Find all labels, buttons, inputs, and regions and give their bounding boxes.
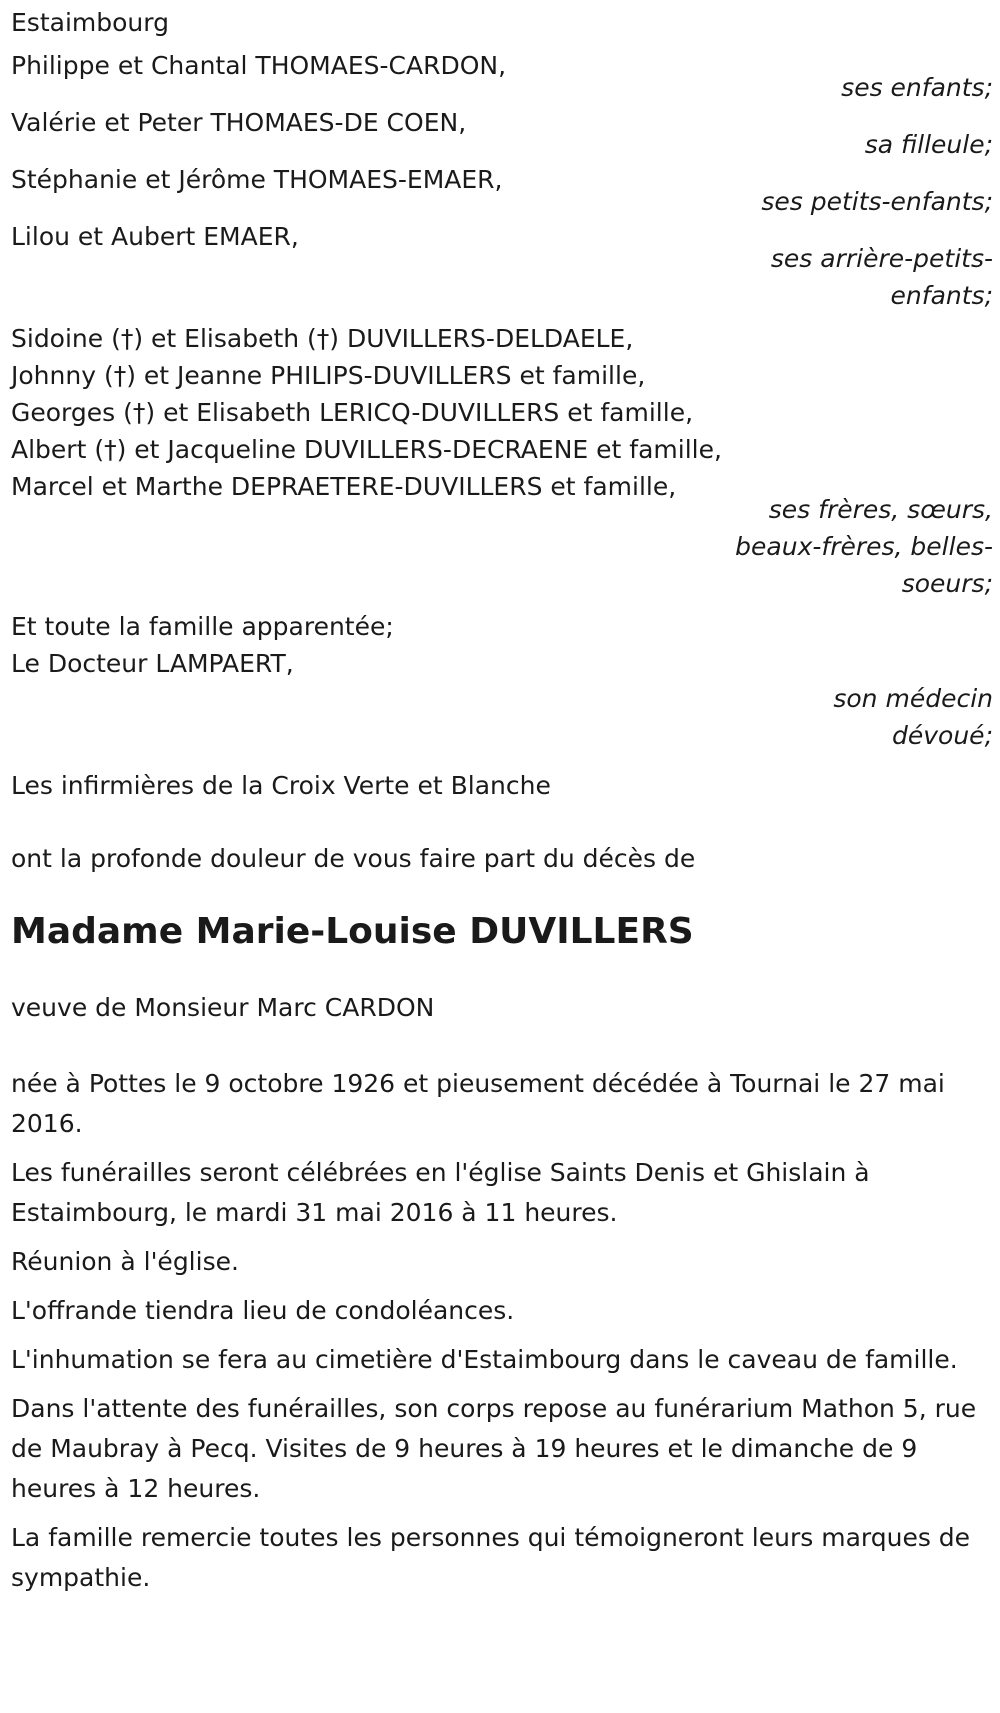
siblings-list [11,320,991,505]
birth-death-paragraph: née à Pottes le 9 octobre 1926 et pieusement décédée à Tournai le 27 mai 2016. [11,1069,945,1138]
offering-paragraph: L'offrande tiendra lieu de condoléances. [11,1296,515,1325]
mourner-name: Stéphanie et Jérôme THOMAES-EMAER, [11,165,503,194]
family-line: Et toute la famille apparentée; [11,612,394,641]
siblings-role-line: ses frères, sœurs, [768,495,993,524]
spouse-line: veuve de Monsieur Marc CARDON [11,993,435,1022]
mourner-role: ses enfants; [841,73,993,102]
funeral-paragraph: Les funérailles seront célébrées en l'église Saints Denis et Ghislain à Estaimbourg, le mardi 31 mai 2016 à 11 heures. [11,1158,870,1227]
mourner-name: Lilou et Aubert EMAER, [11,222,299,251]
doctor-line: Le Docteur LAMPAERT, [11,649,294,678]
deceased-name: Madame Marie-Louise DUVILLERS [11,911,694,952]
sibling-line: Johnny (†) et Jeanne PHILIPS-DUVILLERS et famille, [11,361,646,390]
funeral-details [11,1064,991,1598]
doctor-role-line: dévoué; [892,721,993,750]
sibling-line: Sidoine (†) et Elisabeth (†) DUVILLERS-DELDAELE, [11,324,634,353]
sibling-line: Albert (†) et Jacqueline DUVILLERS-DECRAENE et famille, [11,435,722,464]
mourner-role-line: enfants; [890,281,993,310]
doctor-role-line: son médecin [833,684,993,713]
obituary-notice [11,0,991,1598]
thanks-paragraph: La famille remercie toutes les personnes qui témoigneront leurs marques de sympathie. [11,1523,971,1592]
siblings-role-line: soeurs; [901,569,993,598]
sibling-line: Marcel et Marthe DEPRAETERE-DUVILLERS et famille, [11,472,677,501]
mourner-role-line: ses arrière-petits- [770,244,993,273]
burial-paragraph: L'inhumation se fera au cimetière d'Estaimbourg dans le caveau de famille. [11,1345,958,1374]
location-heading: Estaimbourg [11,8,169,37]
mourner-role: ses petits-enfants; [761,187,993,216]
nurses-line: Les infirmières de la Croix Verte et Blanche [11,771,551,800]
mourner-name: Valérie et Peter THOMAES-DE COEN, [11,108,467,137]
visitation-paragraph: Dans l'attente des funérailles, son corps repose au funérarium Mathon 5, rue de Maubray à Pecq. Visites de 9 heures à 19 heures et le dimanche de 9 heures à 12 heures. [11,1394,977,1503]
mourner-role: sa filleule; [864,130,993,159]
sibling-line: Georges (†) et Elisabeth LERICQ-DUVILLERS et famille, [11,398,694,427]
announcement-text: ont la profonde douleur de vous faire part du décès de [11,844,696,873]
siblings-role-line: beaux-frères, belles- [735,532,993,561]
meeting-paragraph: Réunion à l'église. [11,1247,239,1276]
mourner-name: Philippe et Chantal THOMAES-CARDON, [11,51,507,80]
